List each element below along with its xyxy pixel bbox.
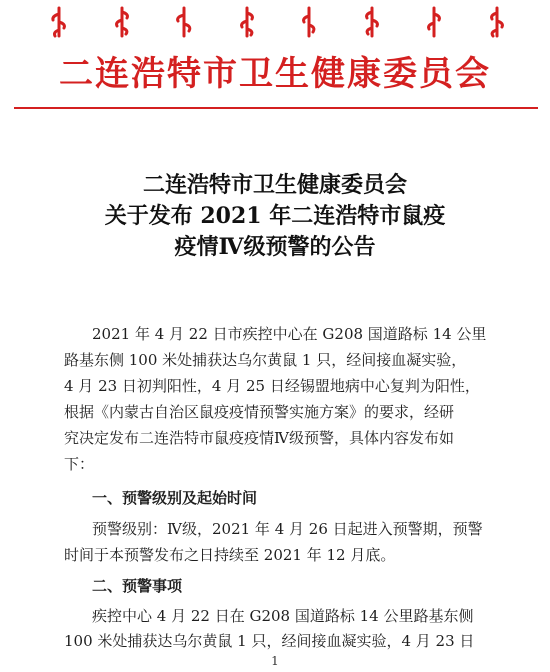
- body-paragraph-line: 2021 年 4 月 22 日市疾控中心在 G208 国道路标 14 公里: [92, 325, 487, 343]
- document-title-line-3: 疫情Ⅳ级预警的公告: [174, 234, 376, 260]
- issuing-organization-title: 二连浩特市卫生健康委员会: [59, 54, 491, 94]
- mongolian-glyph: [111, 6, 133, 40]
- section-2-line: 100 米处捕获达乌尔黄鼠 1 只，经间接血凝实验，4 月 23 日: [64, 632, 475, 650]
- document-title-line-1: 二连浩特市卫生健康委员会: [142, 172, 407, 198]
- section-heading-1: 一、预警级别及起始时间: [92, 489, 258, 507]
- section-heading-2: 二、预警事项: [92, 577, 183, 595]
- mongolian-glyph: [423, 6, 445, 40]
- body-paragraph-line: 根据《内蒙古自治区鼠疫疫情预警实施方案》的要求，经研: [64, 403, 455, 421]
- body-paragraph-line: 路基东侧 100 米处捕获达乌尔黄鼠 1 只，经间接血凝实验，: [64, 351, 467, 369]
- mongolian-script-header: [48, 6, 508, 46]
- mongolian-glyph: [48, 6, 70, 40]
- mongolian-glyph: [236, 6, 258, 40]
- mongolian-glyph: [486, 6, 508, 40]
- section-2-line: 疾控中心 4 月 22 日在 G208 国道路标 14 公里路基东侧: [92, 607, 474, 625]
- body-paragraph-line: 究决定发布二连浩特市鼠疫疫情Ⅳ级预警，具体内容发布如: [64, 429, 454, 447]
- document-title-line-2: 关于发布 2021 年二连浩特市鼠疫: [104, 203, 446, 229]
- mongolian-glyph: [361, 6, 383, 40]
- body-paragraph-line: 下：: [64, 455, 95, 473]
- mongolian-glyph: [173, 6, 195, 40]
- page-number: 1: [271, 654, 279, 668]
- section-1-line: 预警级别：Ⅳ级，2021 年 4 月 26 日起进入预警期，预警: [92, 520, 483, 538]
- red-header-divider: [14, 107, 538, 109]
- mongolian-glyph: [298, 6, 320, 40]
- section-1-line: 时间于本预警发布之日持续至 2021 年 12 月底。: [64, 546, 396, 564]
- body-paragraph-line: 4 月 23 日初判阳性，4 月 25 日经锡盟地病中心复判为阳性，: [64, 377, 480, 395]
